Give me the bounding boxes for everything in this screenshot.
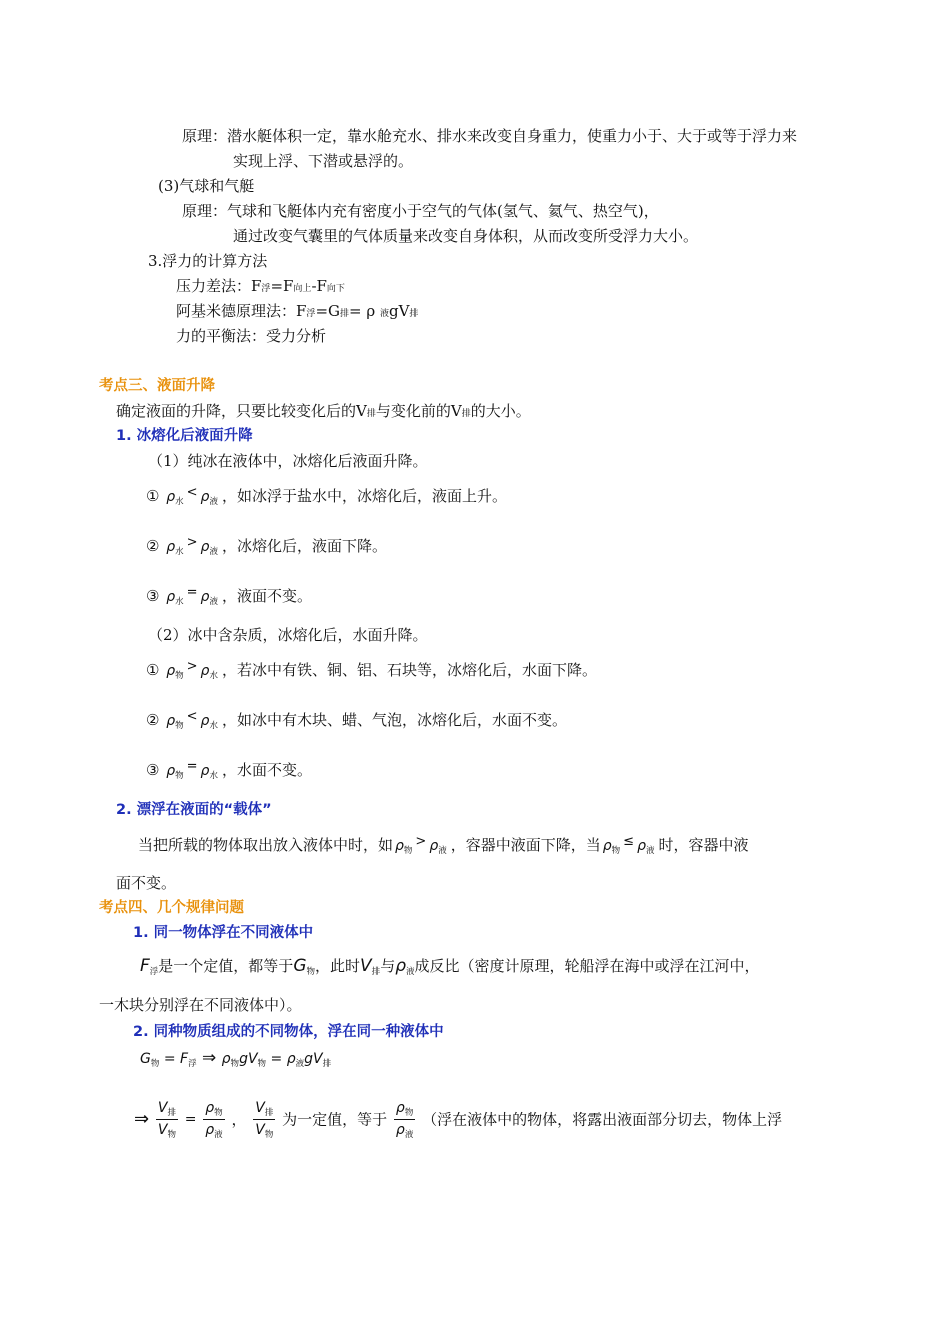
formula-line: 压力差法：F浮=F向上-F向下 bbox=[176, 277, 345, 295]
list-item: ③ $\rho_水= \rho_液$ ，液面不变。 bbox=[146, 585, 312, 607]
fraction: $\frac{\rho_物}{\rho_液}$ bbox=[395, 1100, 414, 1140]
formula-line: 阿基米德原理法：F浮=G排= ρ 液gV排 bbox=[176, 302, 419, 320]
text-line: 当把所载的物体取出放入液体中时，如 $\rho_物> \rho_液$ ，容器中液面下降，当 $\rho_物\le \rho_液$ 时，容器中液 bbox=[138, 834, 749, 856]
text-line: 原理：潜水艇体积一定，靠水舱充水、排水来改变自身重力，使重力小于、大于或等于浮力来 bbox=[182, 127, 798, 145]
text-line: $F_浮$是一个定值，都等于$G_物$，此时$V_排$与$\rho_液$成反比（密度计原理，轮船浮在海中或浮在江河中， bbox=[140, 956, 760, 977]
list-item: ① $\rho_水< \rho_液$ ，如冰浮于盐水中，冰熔化后，液面上升。 bbox=[146, 485, 507, 507]
fraction: $\frac{V_排}{V_物}$ bbox=[255, 1100, 274, 1140]
list-item: ① $\rho_物> \rho_水$ ，若冰中有铁、铜、铝、石块等，冰熔化后，水面下降。 bbox=[146, 659, 597, 681]
text-line: 3.浮力的计算方法 bbox=[148, 252, 268, 270]
text-line: 实现上浮、下潜或悬浮的。 bbox=[233, 152, 414, 170]
text-line: (3)气球和气艇 bbox=[158, 177, 255, 195]
text-line: 一木块分别浮在不同液体中）。 bbox=[99, 996, 302, 1014]
text-line: 确定液面的升降，只要比较变化后的V排与变化前的V排的大小。 bbox=[116, 402, 531, 420]
text-line: 通过改变气囊里的气体质量来改变自身体积，从而改变所受浮力大小。 bbox=[233, 227, 699, 245]
fraction: $\frac{V_排}{V_物}$ bbox=[157, 1100, 176, 1140]
list-item: ② $\rho_物< \rho_水$ ，如冰中有木块、蜡、气泡，冰熔化后，水面不变。 bbox=[146, 709, 567, 731]
subsection-heading: 2. 漂浮在液面的“载体” bbox=[116, 802, 272, 818]
equation: $G_物 = F_浮$ ⇒ $\rho_物gV_物 = \rho_液gV_排$ bbox=[140, 1048, 332, 1069]
list-item: ② $\rho_水> \rho_液$ ，冰熔化后，液面下降。 bbox=[146, 535, 387, 557]
text-line: 力的平衡法：受力分析 bbox=[176, 327, 327, 345]
text-line: 原理：气球和飞艇体内充有密度小于空气的气体(氢气、氦气、热空气)， bbox=[182, 202, 659, 220]
subsection-heading: 2. 同种物质组成的不同物体，浮在同一种液体中 bbox=[133, 1024, 444, 1040]
text-line: （2）冰中含杂质，冰熔化后，水面升降。 bbox=[148, 626, 428, 644]
subsection-heading: 1. 同一物体浮在不同液体中 bbox=[133, 925, 314, 941]
text-line: （1）纯冰在液体中，冰熔化后液面升降。 bbox=[148, 452, 428, 470]
list-item: ③ $\rho_物= \rho_水$ ，水面不变。 bbox=[146, 759, 312, 781]
section-heading: 考点三、液面升降 bbox=[99, 378, 215, 394]
subsection-heading: 1. 冰熔化后液面升降 bbox=[116, 428, 253, 444]
equation: ⇒ $\frac{V_排}{V_物}$ = $\frac{\rho_物}{\rho_液}$ ， $\frac{V_排}{V_物}$ 为一定值，等于 $\frac{\rho_物}{\rho_液}$ （浮在液体中的物体，将露出液面部分切去，物体上浮 bbox=[134, 1100, 783, 1140]
text-line: 面不变。 bbox=[116, 874, 177, 892]
section-heading: 考点四、几个规律问题 bbox=[99, 900, 244, 916]
fraction: $\frac{\rho_物}{\rho_液}$ bbox=[205, 1100, 223, 1140]
